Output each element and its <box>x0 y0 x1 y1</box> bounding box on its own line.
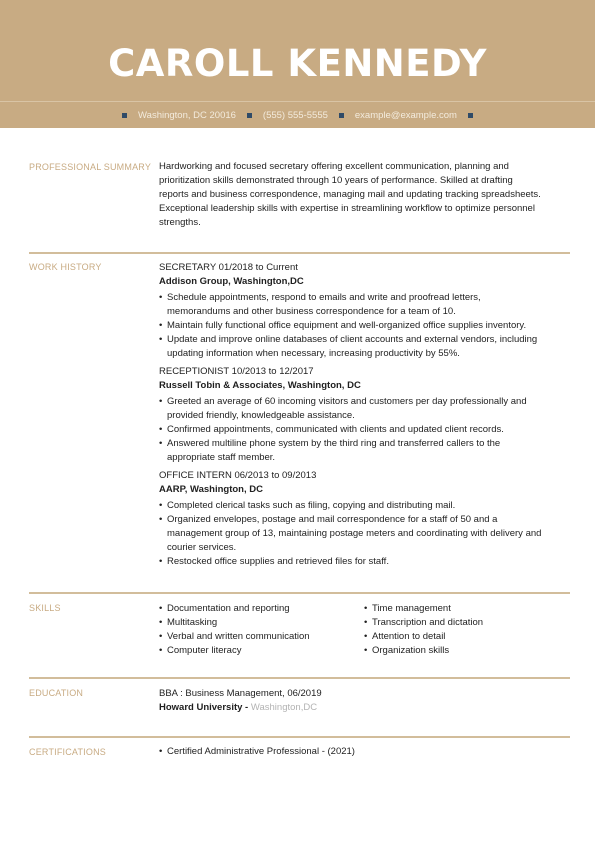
job-company: Russell Tobin & Associates, Washington, DC <box>159 380 361 391</box>
bullet-line: • Restocked office supplies and retrieved files for staff. <box>167 556 389 567</box>
list-item <box>159 513 571 555</box>
contact-email[interactable]: example@example.com <box>354 109 457 121</box>
square-bullet-icon <box>339 113 344 118</box>
bullet-line: management group of 13, maintaining postage meters and coordinating with delivery and <box>167 528 542 539</box>
list-item: • Multitasking <box>159 616 359 630</box>
summary-text <box>159 160 571 230</box>
header-banner <box>0 0 595 128</box>
list-item: • Verbal and written communication <box>159 630 359 644</box>
bullet-line: memorandums and other business correspondence for a team of 10. <box>167 306 456 317</box>
job-company: AARP, Washington, DC <box>159 484 263 495</box>
list-item: • Certified Administrative Professional - (2021) <box>159 745 571 759</box>
bullet-line: • Completed clerical tasks such as filing, copying and distributing mail. <box>167 500 456 511</box>
certifications-label: CERTIFICATIONS <box>29 747 106 757</box>
job-title: SECRETARY 01/2018 to Current <box>159 262 298 273</box>
bullet-line: • Schedule appointments, respond to emails and write and proofread letters, <box>167 292 481 303</box>
bullet-line: • Greeted an average of 60 incoming visitors and customers per day professionally and <box>167 396 527 407</box>
bullet-line: courier services. <box>167 542 237 553</box>
contact-phone: (555) 555-5555 <box>262 109 328 121</box>
skills-right-list <box>364 602 564 658</box>
list-item: • Transcription and dictation <box>364 616 564 630</box>
summary-line: Hardworking and focused secretary offering excellent communication, planning and <box>159 161 509 172</box>
skills-left-list <box>159 602 359 658</box>
bullet-line: • Confirmed appointments, communicated with clients and updated client records. <box>167 424 504 435</box>
list-item: • Computer literacy <box>159 644 359 658</box>
education-label: EDUCATION <box>29 688 84 698</box>
contact-bar <box>0 106 595 124</box>
summary-line: strengths. <box>159 217 201 228</box>
list-item <box>159 423 571 437</box>
list-item: • Time management <box>364 602 564 616</box>
school-name: Howard University <box>159 702 243 713</box>
summary-line: Exceptional leadership skills with expertise in streamlining workflow to optimize personnel <box>159 203 535 214</box>
school-line <box>159 701 571 715</box>
work-history <box>159 261 571 569</box>
certifications-list <box>159 745 571 759</box>
school-dash: - <box>242 702 251 713</box>
degree: BBA : Business Management, 06/2019 <box>159 688 322 699</box>
bullet-line: updating information when necessary, increasing productivity by 55%. <box>167 348 460 359</box>
section-divider <box>29 736 570 738</box>
square-bullet-icon <box>122 113 127 118</box>
square-bullet-icon <box>247 113 252 118</box>
education-entry <box>159 687 571 715</box>
bullet-line: • Answered multiline phone system by the third ring and transferred callers to the <box>167 438 501 449</box>
job-company: Addison Group, Washington,DC <box>159 276 304 287</box>
section-divider <box>29 252 570 254</box>
bullet-line: • Organized envelopes, postage and mail correspondence for a staff of 50 and a <box>167 514 498 525</box>
summary-line: reports and business correspondence, managing mail and updating tracking spreadsheets. <box>159 189 541 200</box>
bullet-line: provided friendly, knowledgeable assistance. <box>167 410 355 421</box>
job-title: RECEPTIONIST 10/2013 to 12/2017 <box>159 366 314 377</box>
summary-line: prioritization skills demonstrated through 10 years of performance. Skilled at drafting <box>159 175 513 186</box>
section-divider <box>29 592 570 594</box>
list-item: • Attention to detail <box>364 630 564 644</box>
skills-label: SKILLS <box>29 603 61 613</box>
square-bullet-icon <box>468 113 473 118</box>
bullet-line: • Update and improve online databases of client accounts and external vendors, including <box>167 334 538 345</box>
job-title: OFFICE INTERN 06/2013 to 09/2013 <box>159 470 317 481</box>
list-item <box>159 319 571 333</box>
job-bullets <box>159 291 571 361</box>
job-bullets <box>159 499 571 569</box>
bullet-line: • Maintain fully functional office equipment and well-organized office supplies inventory. <box>167 320 527 331</box>
candidate-name: CAROLL KENNEDY <box>108 42 487 85</box>
list-item <box>159 437 571 465</box>
header-divider <box>0 101 595 102</box>
list-item <box>159 291 571 319</box>
school-location: Washington,DC <box>250 702 318 713</box>
work-history-label: WORK HISTORY <box>29 262 102 272</box>
contact-address: Washington, DC 20016 <box>138 109 236 121</box>
list-item <box>159 395 571 423</box>
list-item <box>159 333 571 361</box>
job-bullets <box>159 395 571 465</box>
list-item <box>159 499 571 513</box>
list-item: • Documentation and reporting <box>159 602 359 616</box>
summary-label: PROFESSIONAL SUMMARY <box>29 162 152 172</box>
list-item <box>159 555 571 569</box>
list-item: • Organization skills <box>364 644 564 658</box>
bullet-line: appropriate staff member. <box>167 452 276 463</box>
section-divider <box>29 677 570 679</box>
